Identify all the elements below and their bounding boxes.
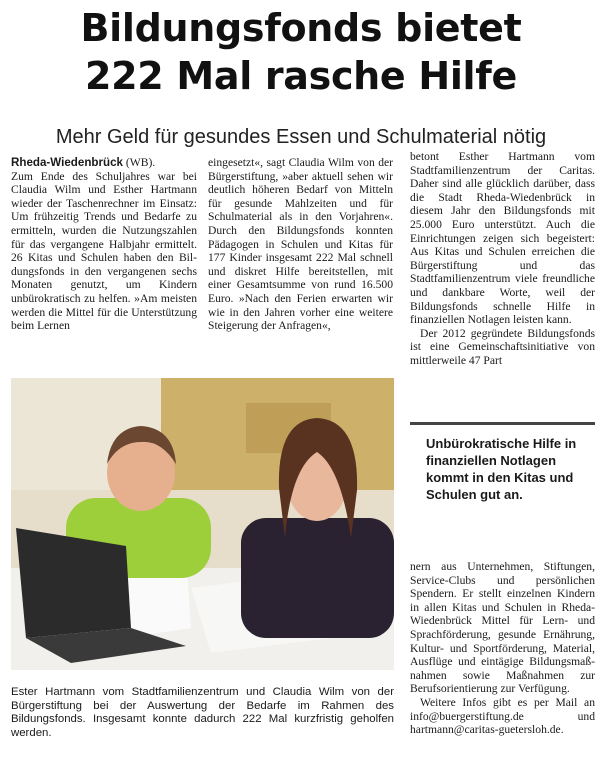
- headline-line-1: Bildungsfonds bietet: [80, 6, 522, 50]
- article-photo: [11, 378, 394, 670]
- dateline-source: (WB).: [125, 156, 156, 169]
- person-right-top: [241, 518, 394, 638]
- dateline: [11, 156, 197, 170]
- article-paragraph-3: betont Esther Hartmann vom Stadtfamilienzentrum der Caritas. Daher sind alle glücklich darüber, dass die Stadt Rheda-Wiedenbrück in diesem Jahr den Bildungsfonds mit 25.000 Euro unterstützt. Auch die Einrichtungen zeigen sich begeistert: Aus Kitas und Schulen erreichen die Bürgerstiftung und das Stadtfamilienzentrum viele freundliche und dankbare Worte, weil der Bildungsfonds schnelle Hilfe in finanziellen Notlagen leisten kann.: [410, 150, 595, 327]
- article-column-1: [11, 156, 197, 333]
- subheadline: Mehr Geld für gesundes Essen und Schulmaterial nötig: [55, 126, 547, 148]
- article-column-3: [410, 150, 595, 368]
- laptop-screen: [16, 528, 131, 638]
- article-paragraph-2: eingesetzt«, sagt Claudia Wilm von der Bürgerstiftung, »aber aktuell sehen wir deutlich höheren Bedarf von Mitteln für gesunde Mahlzeiten und für Schulmaterial als in den Vorjahren«. Durch den Bildungsfonds konnten Pädagogen in Schulen und Kitas für 177 Kinder insgesamt 222 Mal schnell und diskret Hilfe bereitstellen, mit einer Gesamtsumme von rund 16.500 Euro. »Nach den Ferien erwarten wir wie in den Jahren vorher eine weitere Steigerung der Anfragen«,: [208, 156, 393, 333]
- dateline-place: Rheda-Wiedenbrück: [11, 156, 123, 169]
- photo-caption: Ester Hartmann vom Stadtfamilienzentrum und Claudia Wilm von der Bürgerstiftung bei der Auswertung der Bedarfe im Rahmen des Bildungsfonds. Insgesamt konnte dadurch 222 Mal kurzfristig geholfen werden.: [11, 686, 394, 739]
- headline-line-2: 222 Mal rasche Hilfe: [84, 54, 517, 98]
- article-paragraph-contact: Weitere Infos gibt es per Mail an info@buergerstiftung.de und hartmann@caritas-guetersloh.de.: [410, 695, 595, 737]
- article-column-3-continued: [410, 560, 595, 737]
- article-paragraph-4: Der 2012 gegründete Bildungsfonds ist eine Gemeinschaftsinitiative von mittlerweile 47 Part: [410, 326, 595, 367]
- pull-quote: Unbürokratische Hilfe in finanziellen Notlagen kommt in den Kitas und Schulen gut an.: [410, 422, 595, 503]
- photo-illustration: [11, 378, 394, 670]
- article-column-2: [208, 156, 393, 333]
- article-paragraph-5: nern aus Unternehmen, Stiftungen, Service-Clubs und persönlichen Spendern. Er stellt einzelnen Kindern in allen Kitas und Schulen in Rheda-Wiedenbrück Mittel für Lern- und Sprachförderung, gesunde Ernährung, Kultur- und Sportförderung, Material, Ausflüge und eintägige Bildungsmaßnahmen sowie Maßnahmen zur Berufsorientierung zur Verfügung.: [410, 560, 595, 696]
- article-paragraph-1: Zum Ende des Schuljahres war bei Claudia Wilm und Esther Hartmann wieder der Taschenrechner im Einsatz: Um frühzeitig Trends und Bedarfe zu ermitteln, wurden die Nutzungszahlen für das vergangene Halbjahr ermittelt. 26 Kitas und Schulen haben den Bildungsfonds in den vergangenen sechs Monaten genutzt, um Kindern unbürokratisch zu helfen. »Am meisten werden die Mittel für die Unterstützung beim Lernen: [11, 169, 197, 333]
- headline: [0, 4, 602, 100]
